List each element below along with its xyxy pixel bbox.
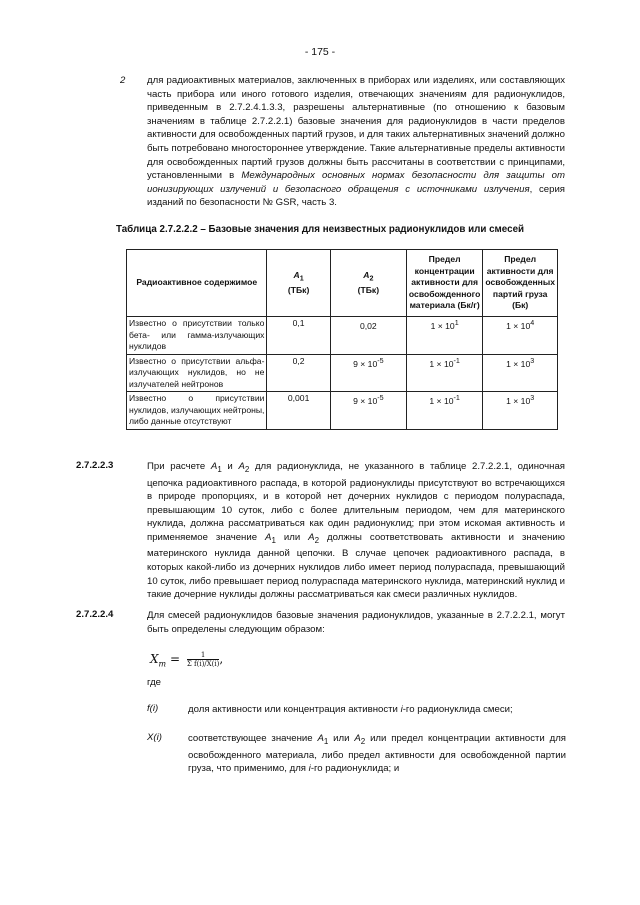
section-number: 2.7.2.2.4	[76, 609, 114, 620]
cell-a1: 0,1	[267, 317, 330, 355]
cell-a2: $9 \times 10^{-5}$	[330, 354, 406, 392]
definition-text: доля активности или концентрация активности i-го радионуклида смеси;	[188, 704, 513, 715]
cell-limit: $1 \times 10^3$	[483, 392, 558, 430]
cell-concentration: $1 \times 10^{-1}$	[406, 354, 482, 392]
table-title: Таблица 2.7.2.2.2 – Базовые значения для неизвестных радионуклидов или смесей	[115, 224, 525, 235]
note-number: 2	[120, 75, 126, 86]
cell-content: Известно о присутствии нуклидов, излучающих нейтроны, либо данные отсутствуют	[127, 392, 267, 430]
page-number: - 175 -	[304, 46, 336, 58]
header-a2: $A_2$ (ТБк)	[330, 250, 406, 317]
where-label: где	[147, 677, 162, 688]
section-number: 2.7.2.2.3	[76, 460, 114, 471]
reference-values-table	[126, 249, 558, 430]
cell-limit: $1 \times 10^4$	[483, 317, 558, 355]
definition-term: f(i)	[147, 703, 159, 714]
cell-a2: $9 \times 10^{-5}$	[330, 392, 406, 430]
cell-a1: 0,001	[267, 392, 330, 430]
section-2-7-2-2-4-text: Для смесей радионуклидов базовые значения радионуклидов, указанные в 2.7.2.2.1, могут быть определены следующим образом:	[147, 610, 565, 635]
cell-concentration: $1 \times 10^{-1}$	[406, 392, 482, 430]
section-2-7-2-2-3-text: При расчете $A_1$ и $A_2$ для радионуклида, не указанного в таблице 2.7.2.2.1, одиночная цепочка радиоактивного распада, в которой радионуклиды присутствуют во встречающихся в природе пропорциях, и в которой нет дочерних нуклидов с периодом полураспада, превышающим 10 суток, либо с более длительным периодом, чем для материнского нуклида, должна рассматриваться как один радионуклид; при этом искомая активность и применяемое значение $A_1$ или $A_2$ должны соответствовать активности и значению материнского нуклида данной цепочки. В случае цепочек радиоактивного распада, в которых какой-либо из дочерних нуклидов либо имеет период полураспада, превышающий 10 суток, либо превышает период полураспада материнского нуклида, материнский нуклид и такие дочерние нуклиды должны рассматриваться как смеси различных нуклидов.	[147, 461, 565, 601]
cell-limit: $1 \times 10^3$	[483, 354, 558, 392]
header-a1: $A_1$ (ТБк)	[267, 250, 330, 317]
table-row	[127, 317, 558, 355]
note-2-italic: Международных основных нормах безопасности для защиты от ионизирующих излучений и безопасного обращения с источниками излучения	[147, 170, 565, 195]
definition-text: соответствующее значение $A_1$ или $A_2$ или предел концентрации активности для освобожденного материала, либо предел активности для освобожденной партии груза, что применимо, для i-го радионуклида; и	[188, 733, 566, 775]
table-row	[127, 392, 558, 430]
header-limit: Предел активности для освобожденных партий груза (Бк)	[483, 250, 558, 317]
cell-concentration: $1 \times 10^1$	[406, 317, 482, 355]
cell-content: Известно о присутствии альфа-излучающих нуклидов, но не излучателей нейтронов	[127, 354, 267, 392]
cell-a1: 0,2	[267, 354, 330, 392]
header-content: Радиоактивное содержимое	[127, 250, 267, 317]
mixture-formula: $X_m$ = $\frac{1}{\text{Σ f(i)/X(i)}}$ ,	[150, 651, 224, 669]
definition-term: X(i)	[147, 732, 162, 743]
table-header-row	[127, 250, 558, 317]
header-concentration: Предел концентрации активности для освобожденного материала (Бк/г)	[406, 250, 482, 317]
table-row	[127, 354, 558, 392]
cell-a2: 0,02	[330, 317, 406, 355]
note-2-text: для радиоактивных материалов, заключенных в приборах или изделиях, или составляющих часть прибора или иного готового изделия, отвечающих значениям для радионуклидов, приведенным в 2.7.2.4.1.3.3, разрешены альтернативные (по отношению к базовым значениям в таблице 2.7.2.2.1) базовые значения для радионуклидов в части пределов активности для освобожденных партий грузов, и для таких альтернативных значений должно быть потребовано многостороннее утверждение. Такие альтернативные пределы активности для освобожденных партий грузов должны быть рассчитаны в соответствии с принципами, установленными в Международных основных нормах безопасности для защиты от ионизирующих излучений и безопасного обращения с источниками излучения, серия изданий по безопасности № GSR, часть 3.	[147, 75, 566, 209]
cell-content: Известно о присутствии только бета- или гамма-излучающих нуклидов	[127, 317, 267, 355]
